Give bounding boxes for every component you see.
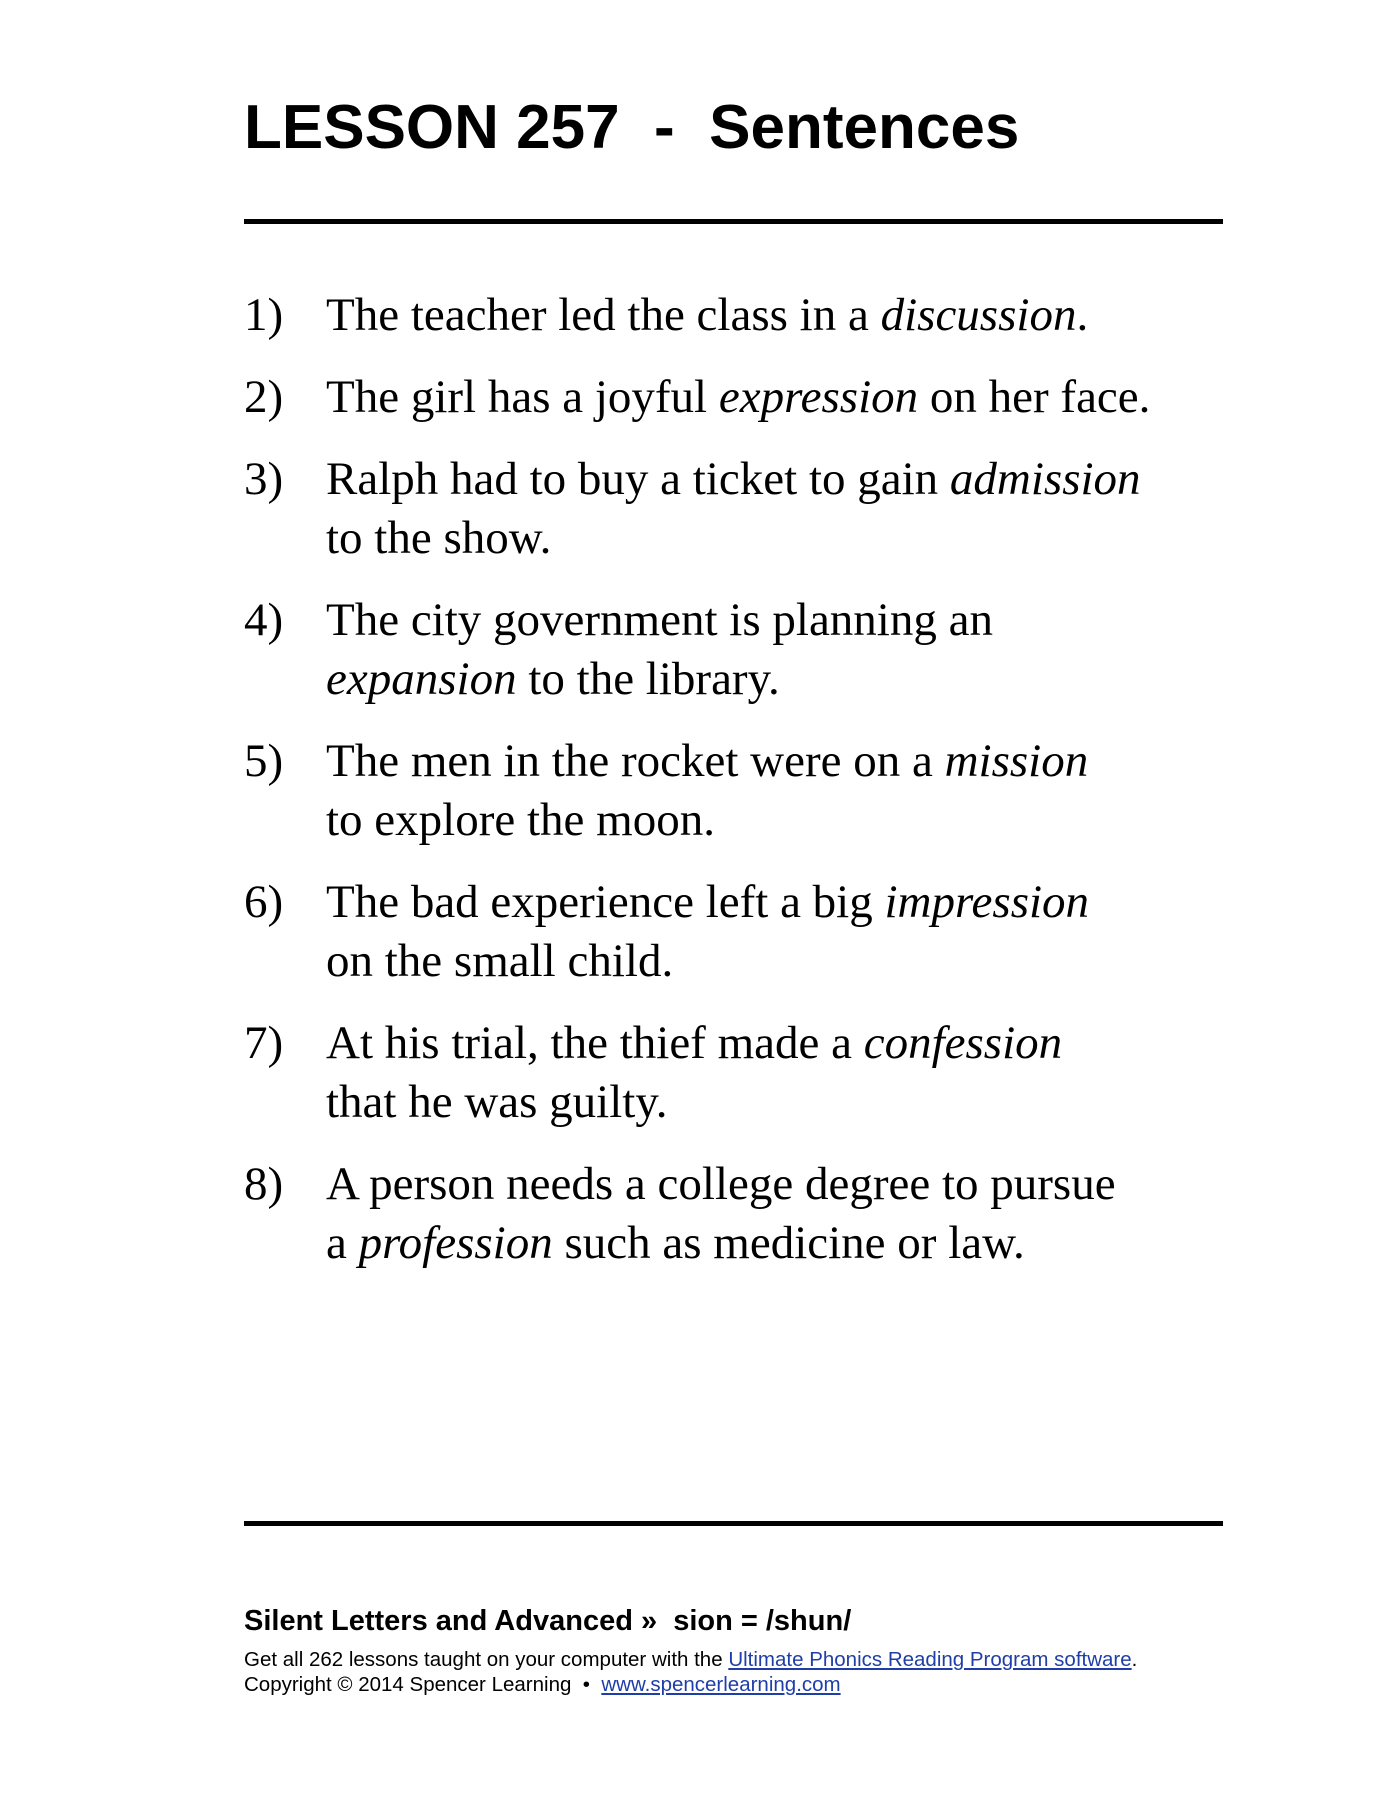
sentence-number: 3) [244,453,284,505]
target-word: discussion [880,289,1077,341]
sentence-line: on the small child. [326,935,674,987]
sentence-3 [244,450,1244,568]
sentence-8 [244,1155,1244,1273]
target-word: profession [358,1217,553,1269]
sentence-line: The teacher led the class in a discussion. [326,289,1089,341]
target-word: impression [884,876,1090,928]
website-link[interactable]: www.spencerlearning.com [601,1673,841,1696]
sentence-line: to explore the moon. [326,794,715,846]
sentence-number: 6) [244,876,284,928]
sentence-6 [244,873,1244,991]
sentence-number: 2) [244,371,284,423]
target-word: admission [949,453,1141,505]
sentence-1 [244,286,1244,345]
sentence-4 [244,591,1244,709]
target-word: expression [718,371,919,423]
sentence-line: a profession such as medicine or law. [326,1217,1025,1269]
sentence-line: to the show. [326,512,552,564]
sentence-5 [244,732,1244,850]
sentence-number: 8) [244,1158,284,1210]
sentence-line: The men in the rocket were on a mission [326,735,1089,787]
sentence-line: A person needs a college degree to pursue [326,1158,1116,1210]
sentence-list [244,286,1244,1296]
software-link[interactable]: Ultimate Phonics Reading Program software [728,1648,1132,1671]
sentence-7 [244,1014,1244,1132]
promo-line [244,1648,1137,1672]
sentence-line: The girl has a joyful expression on her face. [326,371,1151,423]
sentence-line: The bad experience left a big impression [326,876,1090,928]
sentence-line: that he was guilty. [326,1076,668,1128]
top-divider [244,219,1223,224]
bottom-divider [244,1521,1223,1526]
lesson-category: Silent Letters and Advanced » sion = /shun/ [244,1605,852,1637]
sentence-line: The city government is planning an [326,594,993,646]
sentence-line: Ralph had to buy a ticket to gain admission [326,453,1141,505]
sentence-number: 1) [244,289,284,341]
promo-end: . [1131,1648,1138,1671]
sentence-number: 5) [244,735,284,787]
promo-text: Get all 262 lessons taught on your computer with the [244,1648,729,1671]
target-word: mission [944,735,1089,787]
copyright-text: Copyright © 2014 Spencer Learning • [244,1673,602,1696]
sentence-number: 4) [244,594,284,646]
target-word: expansion [326,653,517,705]
copyright-line [244,1673,841,1697]
sentence-line: expansion to the library. [326,653,780,705]
lesson-title: LESSON 257 - Sentences [244,93,1020,162]
target-word: confession [863,1017,1063,1069]
sentence-2 [244,368,1244,427]
sentence-line: At his trial, the thief made a confession [326,1017,1063,1069]
sentence-number: 7) [244,1017,284,1069]
